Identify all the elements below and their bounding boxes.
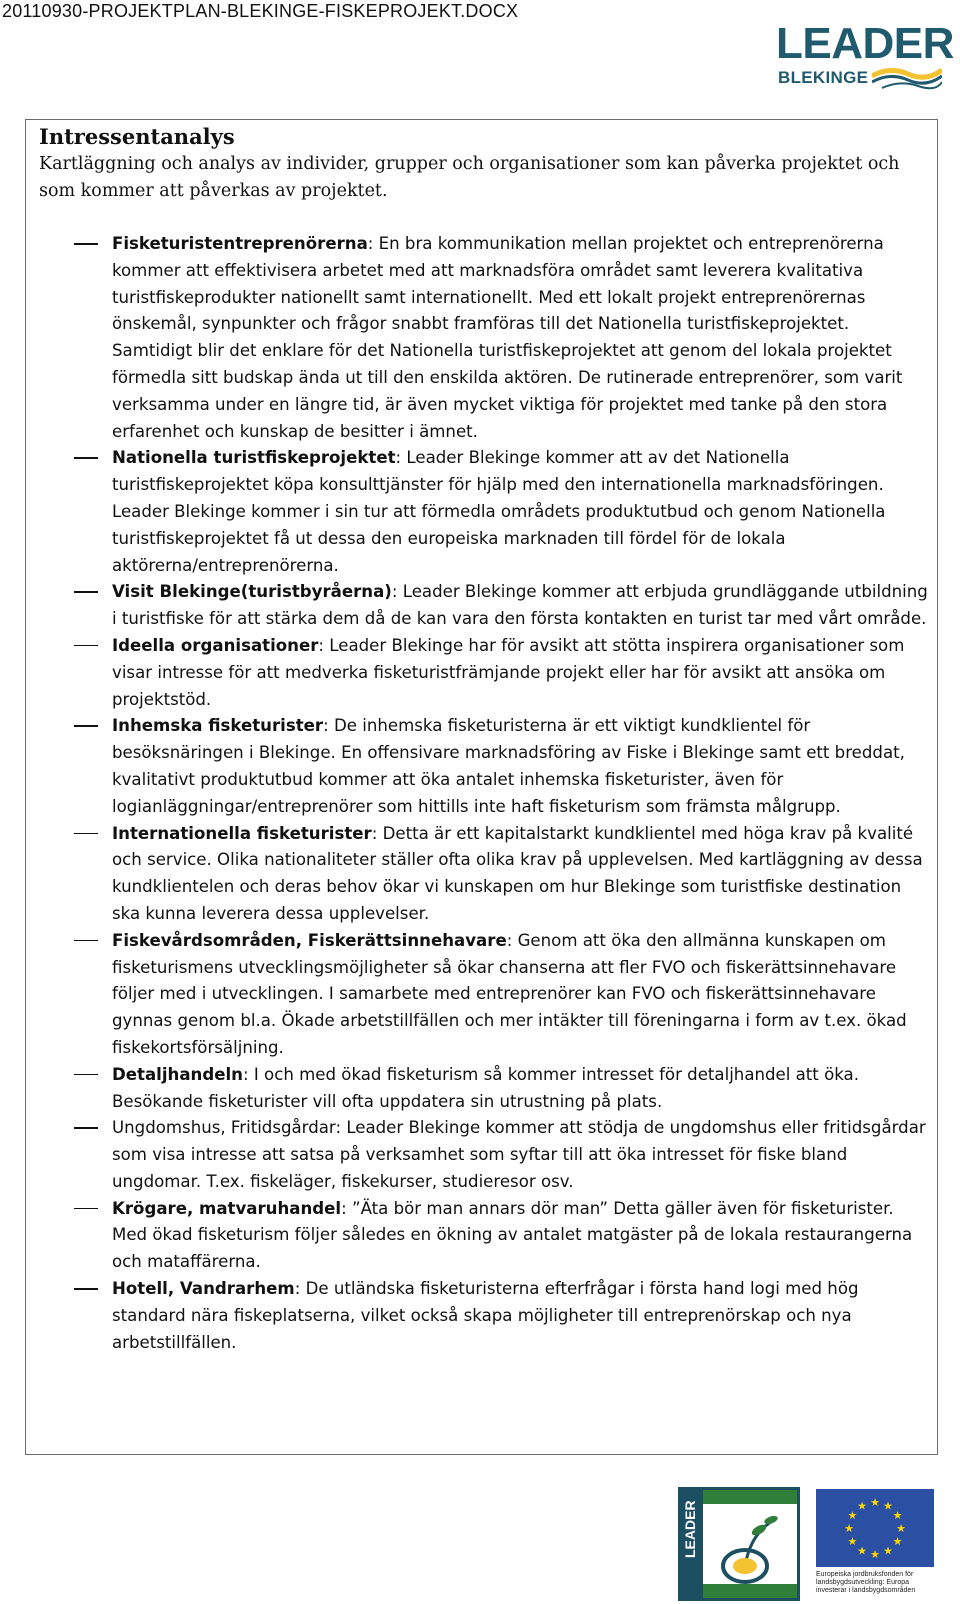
eu-star-icon: ★ (847, 1535, 858, 1548)
stakeholder-item (26, 928, 939, 1062)
eu-fund-caption: Europeiska jordbruksfonden för landsbygdsutveckling: Europa investerar i landsbygdsområden (816, 1571, 916, 1594)
stakeholder-item-text (112, 1062, 929, 1116)
stakeholder-name: Ideella organisationer (112, 635, 319, 655)
bullet-dash-icon (74, 1208, 98, 1210)
stakeholder-separator: : (395, 448, 407, 468)
stakeholder-description: De inhemska fisketuristerna är ett viktigt kundklientel för besöksnäringen i Blekinge. En offensivare marknadsföring av Fiske i Blekinge samt ett breddat, kvalitativt produktutbud kommer att öka antalet inhemska fisketurister, även för logianläggningar/entreprenörer som hittills inte haft fisketurism som främsta målgrupp. (112, 716, 905, 816)
footer-logos (678, 1487, 938, 1601)
stakeholder-item-text (112, 821, 929, 928)
stakeholder-description: En bra kommunikation mellan projektet och entreprenörerna kommer att effektivisera arbetet med att marknadsföra området samt leverera kvalitativa turistfiskeprodukter nationellt samt internationellt. Med ett lokalt projekt entreprenörernas önskemål, synpunkter och frågor snabbt framföras till det Nationella turistfiskeprojektet. Samtidigt blir det enklare för det Nationella turistfiskeprojektet att genom del lokala projektet förmedla sitt budskap ända ut till den enskilda aktören. De rutinerade entreprenörer, som varit verksamma under en längre tid, är även mycket viktiga för projektet med tanke på den stora erfarenhet och kunskap de besitter i ämnet. (112, 234, 903, 441)
stakeholder-description: Leader Blekinge kommer att av det Nationella turistfiskeprojektet köpa konsulttjänster för hjälp med den internationella marknadsföringen. Leader Blekinge kommer i sin tur att förmedla områdets produktutbud och genom Nationella turistfiskeprojektet få ut dessa den europeiska marknaden till fördel för de lokala aktörerna/entreprenörerna. (112, 448, 886, 575)
badge-leader-text: LEADER (682, 1500, 698, 1558)
stakeholder-item (26, 231, 939, 445)
stakeholder-name: Inhemska fisketurister (112, 716, 324, 736)
bullet-dash-icon (74, 833, 98, 835)
stakeholder-separator: : (318, 635, 330, 655)
stakeholder-separator: : (506, 930, 518, 950)
stakeholder-separator: : (367, 234, 379, 253)
stakeholder-description: Ungdomshus, Fritidsgårdar: Leader Blekinge kommer att stödja de ungdomshus eller fritidsgårdar som visa intresse att satsa på verksamhet som syftar till att öka intresset för fiske bland ungdomar. T.ex. fiskeläger, fiskekurser, studieresor osv. (112, 1118, 926, 1191)
section-description: Kartläggning och analys av individer, grupper och organisationer som kan påverka projektet och som kommer att påverkas av projektet. (39, 154, 900, 201)
stakeholder-list (26, 231, 939, 1356)
stakeholder-item-text (112, 445, 929, 579)
eu-star-icon: ★ (857, 1544, 867, 1558)
eu-star-icon: ★ (847, 1509, 858, 1522)
stakeholder-description: Leader Blekinge kommer att erbjuda grundläggande utbildning i turistfiske för att stärka dem då de kan vara den första kontakten en turist tar med vårt område. (112, 582, 928, 629)
logo-leader-text: LEADER (776, 19, 954, 68)
stakeholder-description: Leader Blekinge har för avsikt att stötta inspirera organisationer som visar intresse för att medverka fisketuristfrämjande projekt eller har för avsikt att ansöka om projektstöd. (112, 635, 905, 709)
eu-star-icon: ★ (870, 1496, 880, 1509)
stakeholder-name: Fiskevårdsområden, Fiskerättsinnehavare (112, 930, 507, 950)
bullet-dash-icon (74, 1074, 98, 1076)
bullet-dash-icon (74, 591, 98, 593)
stakeholder-separator: : (341, 1198, 352, 1218)
eu-star-icon: ★ (857, 1499, 867, 1513)
stakeholder-analysis-box (25, 119, 938, 1455)
bullet-dash-icon (74, 457, 98, 459)
stakeholder-item (26, 1196, 939, 1276)
stakeholder-separator: : (371, 823, 383, 843)
stakeholder-name: Krögare, matvaruhandel (112, 1198, 342, 1218)
section-title: Intressentanalys (39, 124, 235, 149)
stakeholder-item (26, 713, 939, 820)
stakeholder-name: Hotell, Vandrarhem (112, 1279, 295, 1299)
stakeholder-name: Internationella fisketurister (112, 823, 372, 843)
eu-star-icon: ★ (892, 1509, 903, 1522)
stakeholder-item-text (112, 713, 929, 820)
document-filename: 20110930-PROJEKTPLAN-BLEKINGE-FISKEPROJEKT.DOCX (2, 1, 519, 21)
eu-star-icon: ★ (892, 1535, 903, 1548)
stakeholder-item-text (112, 633, 929, 713)
stakeholder-item (26, 633, 939, 713)
stakeholder-description: Detta är ett kapitalstarkt kundklientel med höga krav på kvalité och service. Olika nationaliteter ställer ofta olika krav på upplevelsen. Med kartläggning av dessa kundklientelen och deras behov ökar vi kunskapen om hur Blekinge som turistfiske destination ska kunna leverera dessa upplevelser. (112, 823, 923, 923)
eu-star-icon: ★ (896, 1522, 906, 1535)
stakeholder-name: Nationella turistfiskeprojektet (112, 448, 396, 468)
stakeholder-separator: : (323, 716, 334, 736)
logo-wave-icon (872, 62, 942, 92)
eu-star-icon: ★ (883, 1544, 893, 1558)
eu-star-icon: ★ (883, 1499, 893, 1513)
leader-sprout-icon (679, 1488, 799, 1600)
stakeholder-item-text (112, 231, 929, 445)
stakeholder-name: Fisketuristentreprenörerna (112, 234, 368, 253)
eu-star-icon: ★ (870, 1548, 880, 1561)
bullet-dash-icon (74, 940, 98, 942)
stakeholder-item (26, 445, 939, 579)
stakeholder-item-text (112, 1276, 929, 1356)
leader-blekinge-logo (776, 19, 954, 92)
eu-flag-icon (816, 1489, 934, 1567)
stakeholder-name: Visit Blekinge(turistbyråerna) (112, 582, 392, 602)
stakeholder-description: Genom att öka den allmänna kunskapen om fisketurismens utvecklingsmöjligheter så ökar chanserna att fler FVO och fiskerättsinnehavare följer med i utvecklingen. I samarbete med entreprenörer kan FVO och fiskerättsinnehavare gynnas genom bl.a. Ökade arbetstillfällen och mer intäkter till föreningarna i form av t.ex. ökad fiskekortsförsäljning. (112, 930, 907, 1057)
bullet-dash-icon (74, 645, 98, 647)
stakeholder-item-text (112, 579, 929, 633)
stakeholder-item-text (112, 928, 929, 1062)
stakeholder-description: De utländska fisketuristerna efterfrågar i första hand logi med hög standard nära fiskeplatserna, vilket också skapa möjligheter till entreprenörskap och nya arbetstillfällen. (112, 1279, 859, 1352)
stakeholder-item-text (112, 1115, 929, 1195)
stakeholder-separator: : (294, 1279, 306, 1299)
leader-badge-logo (678, 1487, 800, 1601)
stakeholder-description: ”Äta bör man annars dör man” Detta gäller även för fisketurister. Med ökad fisketurism följer således en ökning av antalet matgäster på de lokala restaurangerna och mataffärerna. (112, 1198, 913, 1272)
stakeholder-item-text (112, 1196, 929, 1276)
bullet-dash-icon (74, 1288, 98, 1290)
stakeholder-item (26, 1062, 939, 1116)
stakeholder-item (26, 1276, 939, 1356)
logo-blekinge-text: BLEKINGE (778, 68, 869, 87)
stakeholder-item (26, 821, 939, 928)
bullet-dash-icon (74, 725, 98, 727)
stakeholder-separator: : (243, 1064, 254, 1084)
stakeholder-description: I och med ökad fisketurism så kommer intresset för detaljhandel att öka. Besökande fisketurister vill ofta uppdatera sin utrustning på plats. (112, 1064, 860, 1111)
stakeholder-separator: : (391, 582, 403, 602)
stakeholder-item (26, 579, 939, 633)
bullet-dash-icon (74, 243, 98, 245)
stakeholder-name: Detaljhandeln (112, 1064, 243, 1084)
eu-star-icon: ★ (844, 1522, 854, 1535)
bullet-dash-icon (74, 1127, 98, 1129)
stakeholder-item (26, 1115, 939, 1195)
